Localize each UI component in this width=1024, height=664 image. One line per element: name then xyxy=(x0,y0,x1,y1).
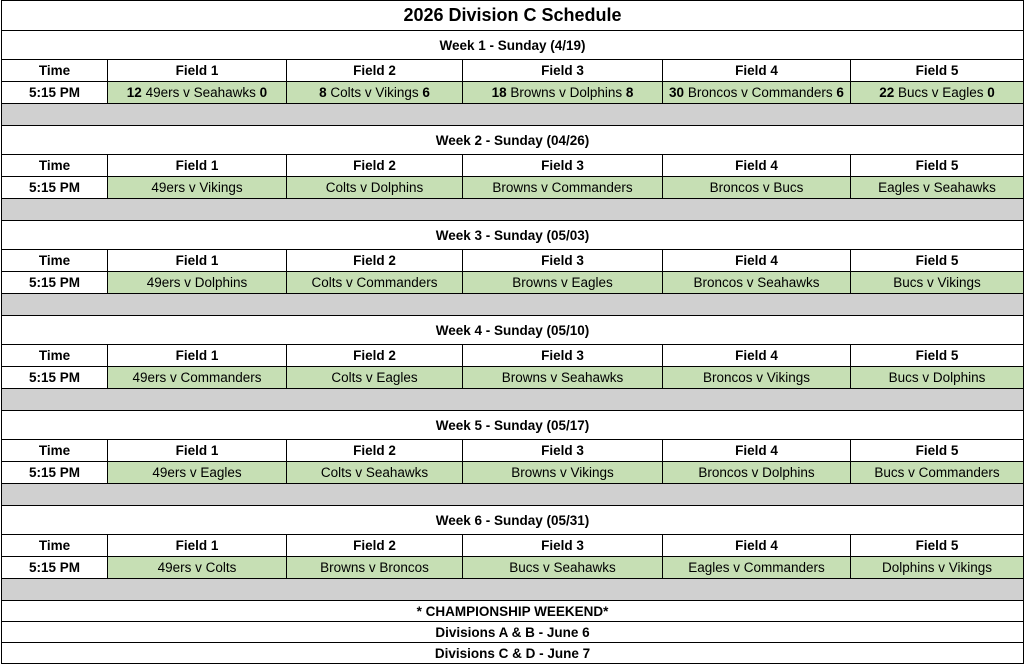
field-column-header: Field 1 xyxy=(108,440,287,462)
field-column-header: Field 5 xyxy=(851,155,1024,177)
field-column-header: Field 2 xyxy=(287,250,463,272)
field-column-header: Field 2 xyxy=(287,60,463,82)
game-cell xyxy=(287,272,463,294)
game-cell xyxy=(663,367,851,389)
spacer-cell xyxy=(2,294,1024,316)
field-column-header: Field 2 xyxy=(287,440,463,462)
game-time: 5:15 PM xyxy=(2,557,108,579)
game-cell xyxy=(108,462,287,484)
divisions-ab-date: Divisions A & B - June 6 xyxy=(2,622,1024,643)
field-column-header: Field 2 xyxy=(287,345,463,367)
game-cell xyxy=(108,177,287,199)
field-column-header: Field 4 xyxy=(663,440,851,462)
game-cell xyxy=(463,367,663,389)
field-column-header: Field 3 xyxy=(463,440,663,462)
game-cell xyxy=(663,177,851,199)
divisions-cd-row xyxy=(2,643,1024,664)
game-cell xyxy=(287,462,463,484)
game-cell xyxy=(851,177,1024,199)
schedule-title: 2026 Division C Schedule xyxy=(2,1,1024,31)
field-column-header: Field 2 xyxy=(287,535,463,557)
field-column-header: Field 5 xyxy=(851,535,1024,557)
matchup: Browns v Dolphins xyxy=(510,85,623,100)
game-time: 5:15 PM xyxy=(2,177,108,199)
game-cell xyxy=(463,82,663,104)
game-cell xyxy=(287,177,463,199)
week-label: Week 6 - Sunday (05/31) xyxy=(2,506,1024,535)
matchup: 49ers v Commanders xyxy=(132,370,262,385)
matchup: Colts v Vikings xyxy=(330,85,419,100)
game-row xyxy=(2,177,1024,199)
championship-row xyxy=(2,601,1024,622)
time-column-header: Time xyxy=(2,250,108,272)
game-cell xyxy=(463,177,663,199)
field-column-header: Field 1 xyxy=(108,250,287,272)
matchup: 49ers v Dolphins xyxy=(146,275,248,290)
column-header-row xyxy=(2,60,1024,82)
away-score: 0 xyxy=(259,85,268,100)
matchup: Colts v Eagles xyxy=(331,370,418,385)
game-cell xyxy=(851,462,1024,484)
time-column-header: Time xyxy=(2,440,108,462)
field-column-header: Field 1 xyxy=(108,535,287,557)
matchup: Broncos v Vikings xyxy=(702,370,811,385)
game-time: 5:15 PM xyxy=(2,462,108,484)
field-column-header: Field 4 xyxy=(663,250,851,272)
game-cell xyxy=(287,557,463,579)
time-column-header: Time xyxy=(2,345,108,367)
column-header-row xyxy=(2,440,1024,462)
game-cell xyxy=(851,367,1024,389)
away-score: 0 xyxy=(987,85,995,100)
week-label: Week 2 - Sunday (04/26) xyxy=(2,126,1024,155)
home-score: 30 xyxy=(669,85,685,100)
field-column-header: Field 3 xyxy=(463,60,663,82)
matchup: 49ers v Seahawks xyxy=(145,85,256,100)
away-score: 6 xyxy=(836,85,844,100)
time-column-header: Time xyxy=(2,535,108,557)
week-3-header-row xyxy=(2,221,1024,250)
week-label: Week 5 - Sunday (05/17) xyxy=(2,411,1024,440)
game-cell xyxy=(851,557,1024,579)
game-cell xyxy=(108,557,287,579)
matchup: Browns v Eagles xyxy=(512,275,613,290)
week-4-header-row xyxy=(2,316,1024,345)
game-row xyxy=(2,557,1024,579)
field-column-header: Field 5 xyxy=(851,250,1024,272)
game-cell xyxy=(287,82,463,104)
game-time: 5:15 PM xyxy=(2,272,108,294)
spacer-row xyxy=(2,199,1024,221)
matchup: Browns v Broncos xyxy=(320,560,429,575)
matchup: Colts v Commanders xyxy=(311,275,438,290)
game-cell xyxy=(463,557,663,579)
matchup: Browns v Vikings xyxy=(511,465,614,480)
spacer-cell xyxy=(2,389,1024,411)
matchup: 49ers v Colts xyxy=(157,560,237,575)
week-6-header-row xyxy=(2,506,1024,535)
week-1-header-row xyxy=(2,31,1024,60)
matchup: Broncos v Bucs xyxy=(709,180,804,195)
game-cell xyxy=(851,82,1024,104)
week-label: Week 1 - Sunday (4/19) xyxy=(2,31,1024,60)
game-time: 5:15 PM xyxy=(2,82,108,104)
game-row xyxy=(2,462,1024,484)
matchup: Eagles v Seahawks xyxy=(878,180,996,195)
game-cell xyxy=(851,272,1024,294)
home-score: 22 xyxy=(879,85,895,100)
field-column-header: Field 5 xyxy=(851,60,1024,82)
field-column-header: Field 4 xyxy=(663,535,851,557)
spacer-row xyxy=(2,484,1024,506)
home-score: 12 xyxy=(126,85,142,100)
spacer-cell xyxy=(2,579,1024,601)
game-cell xyxy=(663,272,851,294)
game-time: 5:15 PM xyxy=(2,367,108,389)
field-column-header: Field 1 xyxy=(108,155,287,177)
spacer-cell xyxy=(2,104,1024,126)
game-cell xyxy=(108,272,287,294)
matchup: Broncos v Dolphins xyxy=(698,465,815,480)
spacer-row xyxy=(2,389,1024,411)
field-column-header: Field 4 xyxy=(663,345,851,367)
column-header-row xyxy=(2,155,1024,177)
matchup: 49ers v Vikings xyxy=(151,180,243,195)
divisions-cd-date: Divisions C & D - June 7 xyxy=(2,643,1024,664)
matchup: Broncos v Seahawks xyxy=(693,275,820,290)
matchup: Browns v Commanders xyxy=(492,180,633,195)
week-label: Week 4 - Sunday (05/10) xyxy=(2,316,1024,345)
game-cell xyxy=(463,272,663,294)
field-column-header: Field 1 xyxy=(108,60,287,82)
week-5-header-row xyxy=(2,411,1024,440)
matchup: Dolphins v Vikings xyxy=(881,560,993,575)
matchup: Bucs v Commanders xyxy=(874,465,1000,480)
away-score: 6 xyxy=(422,85,430,100)
matchup: Browns v Seahawks xyxy=(501,370,624,385)
matchup: Bucs v Eagles xyxy=(897,85,984,100)
matchup: Bucs v Seahawks xyxy=(509,560,616,575)
home-score: 18 xyxy=(491,85,507,100)
game-row xyxy=(2,82,1024,104)
spacer-cell xyxy=(2,199,1024,221)
game-row xyxy=(2,367,1024,389)
field-column-header: Field 5 xyxy=(851,440,1024,462)
away-score: 8 xyxy=(625,85,634,100)
column-header-row xyxy=(2,345,1024,367)
game-row xyxy=(2,272,1024,294)
championship-label: * CHAMPIONSHIP WEEKEND* xyxy=(2,601,1024,622)
field-column-header: Field 4 xyxy=(663,155,851,177)
column-header-row xyxy=(2,250,1024,272)
matchup: Colts v Seahawks xyxy=(320,465,429,480)
matchup: Colts v Dolphins xyxy=(325,180,424,195)
field-column-header: Field 4 xyxy=(663,60,851,82)
week-label: Week 3 - Sunday (05/03) xyxy=(2,221,1024,250)
field-column-header: Field 5 xyxy=(851,345,1024,367)
field-column-header: Field 1 xyxy=(108,345,287,367)
field-column-header: Field 3 xyxy=(463,250,663,272)
time-column-header: Time xyxy=(2,60,108,82)
game-cell xyxy=(108,367,287,389)
divisions-ab-row xyxy=(2,622,1024,643)
game-cell xyxy=(287,367,463,389)
column-header-row xyxy=(2,535,1024,557)
field-column-header: Field 2 xyxy=(287,155,463,177)
matchup: 49ers v Eagles xyxy=(152,465,242,480)
game-cell xyxy=(108,82,287,104)
time-column-header: Time xyxy=(2,155,108,177)
game-cell xyxy=(463,462,663,484)
field-column-header: Field 3 xyxy=(463,155,663,177)
schedule-table xyxy=(1,0,1024,664)
matchup: Bucs v Vikings xyxy=(893,275,981,290)
field-column-header: Field 3 xyxy=(463,345,663,367)
field-column-header: Field 3 xyxy=(463,535,663,557)
spacer-cell xyxy=(2,484,1024,506)
matchup: Eagles v Commanders xyxy=(688,560,825,575)
spacer-row xyxy=(2,104,1024,126)
game-cell xyxy=(663,557,851,579)
spacer-row xyxy=(2,579,1024,601)
matchup: Broncos v Commanders xyxy=(687,85,833,100)
spacer-row xyxy=(2,294,1024,316)
game-cell xyxy=(663,82,851,104)
matchup: Bucs v Dolphins xyxy=(888,370,986,385)
game-cell xyxy=(663,462,851,484)
home-score: 8 xyxy=(319,85,327,100)
week-2-header-row xyxy=(2,126,1024,155)
